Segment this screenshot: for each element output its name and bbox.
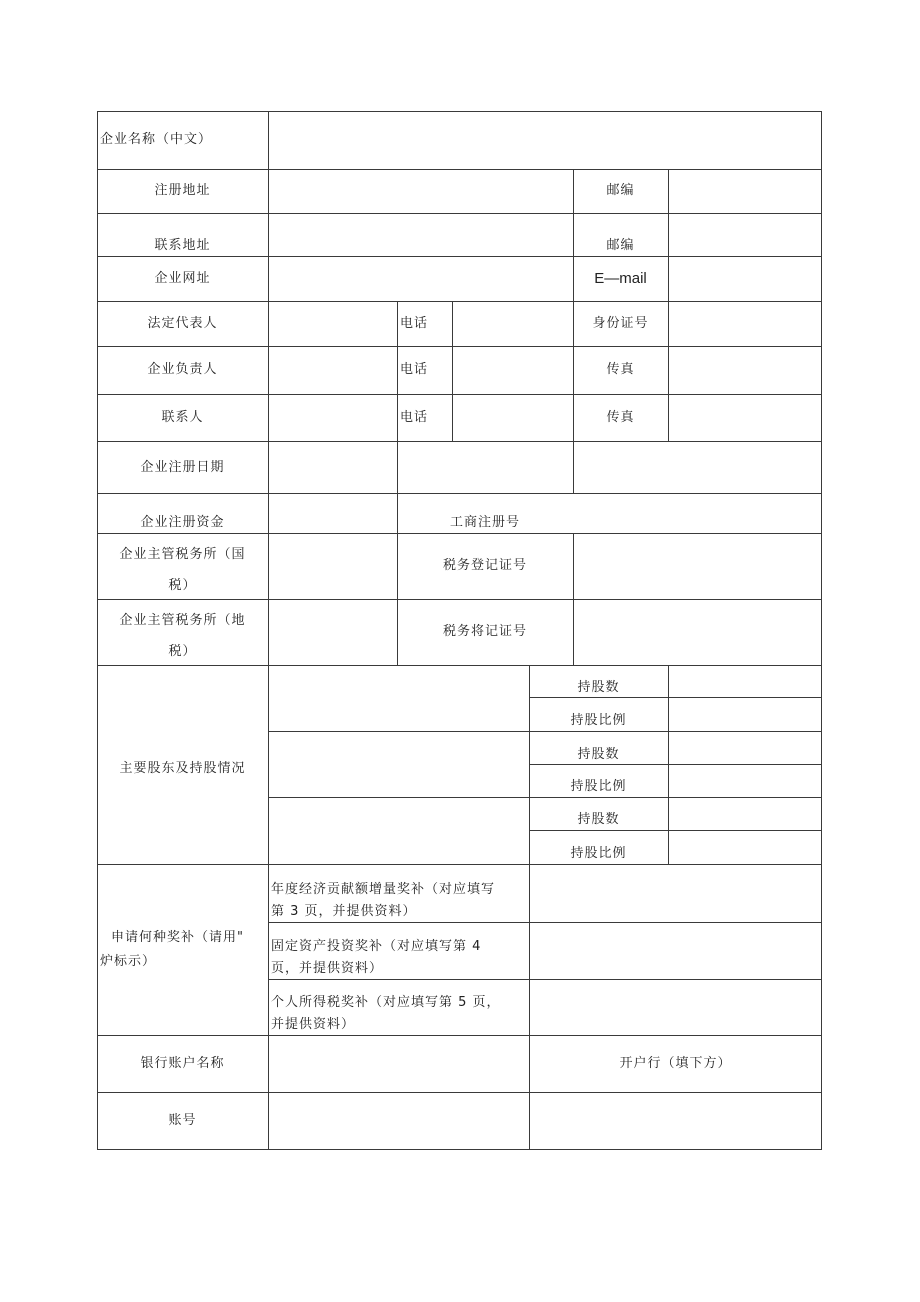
row-divider [97,599,822,600]
local-tax-office-label-cont: 税） [168,644,197,659]
opening-bank-label: 开户行（填下方） [619,1056,732,1071]
company-name-cn-label: 企业名称（中文） [100,132,213,147]
fax-label: 传真 [606,362,635,377]
column-divider [529,665,530,1150]
postcode-label: 邮编 [606,183,635,198]
registered-address-label: 注册地址 [154,183,211,198]
row-divider [97,1035,822,1036]
phone-label: 电话 [400,316,429,331]
row-divider [268,922,822,923]
tax-reg-no-label: 税务登记证号 [442,558,527,573]
column-divider [397,301,398,665]
table-border-bottom [97,1149,822,1150]
subsidy-option-fixed-asset-cont: 页，并提供资料） [271,961,384,976]
national-tax-office-label: 企业主管税务所（国 [119,547,246,562]
shares-label: 持股数 [577,747,620,762]
local-tax-office-label: 企业主管税务所（地 [119,613,246,628]
table-border-top [97,111,822,112]
national-tax-office-label-cont: 税） [168,578,197,593]
enterprise-application-form [97,111,822,1150]
row-divider [97,394,822,395]
business-reg-no-label: 工商注册号 [449,515,520,530]
row-divider [529,830,822,831]
column-divider [573,533,574,665]
row-divider [529,697,822,698]
subsidy-type-label-cont: 炉标示） [100,954,157,969]
subsidy-option-economic-contribution: 年度经济贡献额增量奖补（对应填写 [271,882,496,897]
row-divider [97,213,822,214]
phone-label: 电话 [400,362,429,377]
share-ratio-label: 持股比例 [570,713,627,728]
company-principal-label: 企业负责人 [147,362,218,377]
id-number-label: 身份证号 [592,316,649,331]
column-divider [573,441,574,493]
row-divider [529,764,822,765]
row-divider [97,441,822,442]
row-divider [97,493,822,494]
share-ratio-label: 持股比例 [570,779,627,794]
subsidy-option-fixed-asset: 固定资产投资奖补（对应填写第 4 [271,939,482,954]
column-divider [268,111,269,1150]
row-divider [97,1092,822,1093]
registered-capital-label: 企业注册资金 [140,515,225,530]
row-divider [268,731,822,732]
row-divider [97,256,822,257]
bank-account-name-label: 银行账户名称 [140,1056,225,1071]
row-divider [97,301,822,302]
registration-date-label: 企业注册日期 [140,460,225,475]
shares-label: 持股数 [577,812,620,827]
subsidy-type-label: 申请何种奖补（请用" [111,930,244,945]
shares-label: 持股数 [577,680,620,695]
row-divider [97,665,822,666]
share-ratio-label: 持股比例 [570,846,627,861]
subsidy-option-income-tax-cont: 并提供资料） [271,1017,356,1032]
row-divider [97,346,822,347]
column-divider [573,169,574,441]
subsidy-option-economic-contribution-cont: 第 3 页，并提供资料） [271,904,417,919]
postcode-label: 邮编 [606,238,635,253]
company-website-label: 企业网址 [154,271,211,286]
row-divider [97,533,822,534]
row-divider [268,797,822,798]
column-divider [452,301,453,441]
row-divider [268,979,822,980]
contact-address-label: 联系地址 [154,238,211,253]
row-divider [97,169,822,170]
email-label: E—mail [594,270,647,287]
legal-representative-label: 法定代表人 [147,316,218,331]
contact-person-label: 联系人 [161,410,204,425]
account-number-label: 账号 [168,1113,197,1128]
column-divider [668,169,669,441]
tax-reg-no-label: 税务将记证号 [442,624,527,639]
subsidy-option-income-tax: 个人所得税奖补（对应填写第 5 页， [271,995,501,1010]
shareholders-label: 主要股东及持股情况 [119,761,246,776]
phone-label: 电话 [400,410,429,425]
fax-label: 传真 [606,410,635,425]
table-border-right [821,111,822,1150]
table-border-left [97,111,98,1150]
row-divider [97,864,822,865]
column-divider [668,665,669,864]
